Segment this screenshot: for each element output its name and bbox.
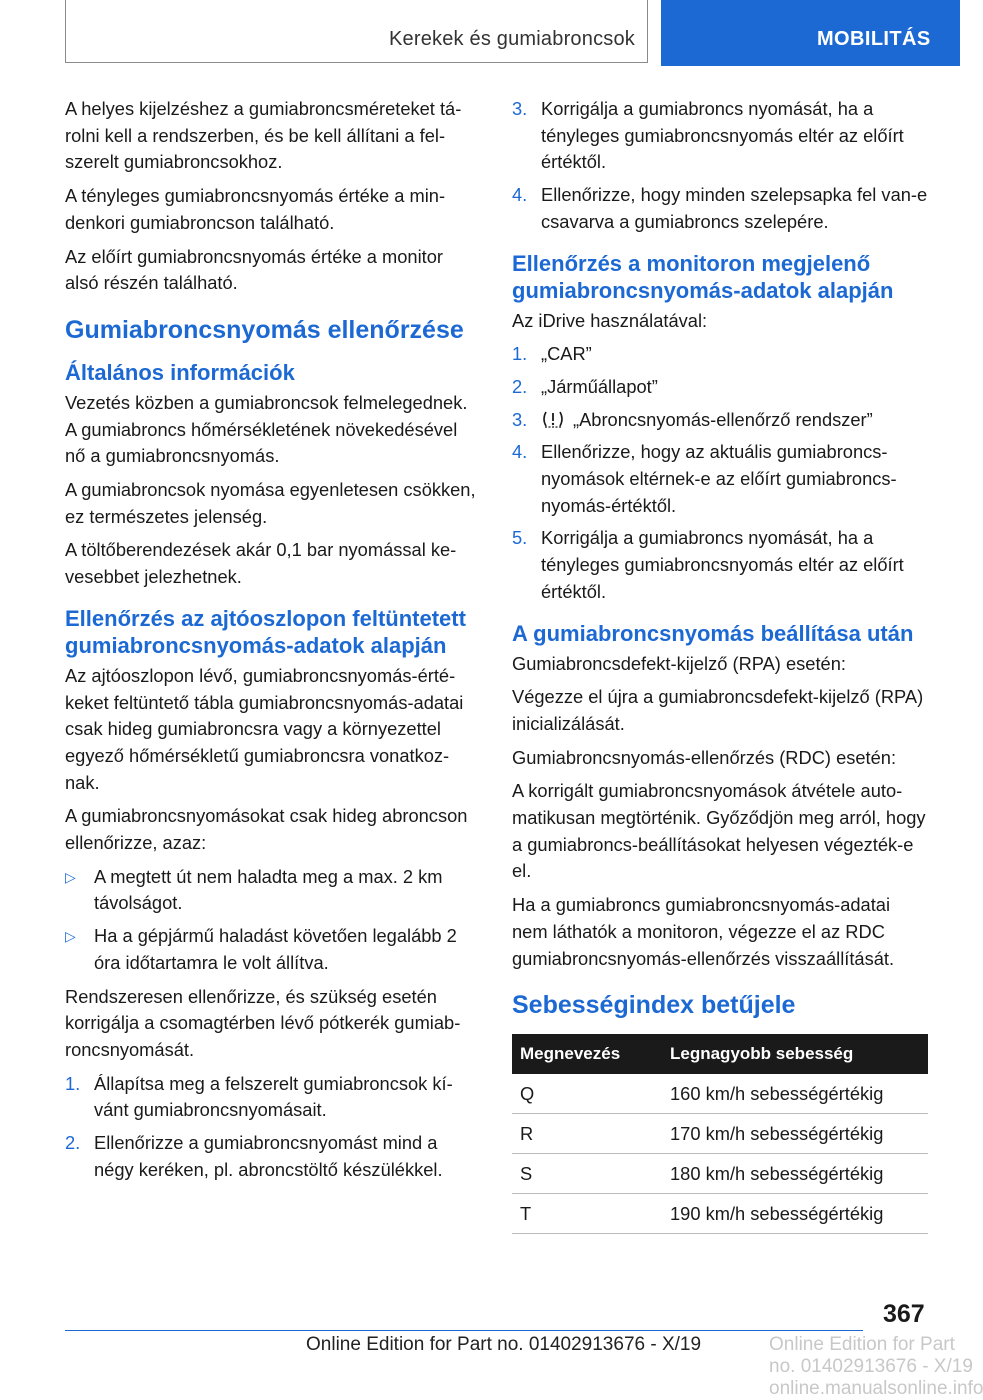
section-title: Kerekek és gumiabroncsok bbox=[388, 28, 635, 50]
step-list bbox=[65, 1071, 477, 1184]
triangle-bullet-icon: ▷ bbox=[65, 928, 76, 945]
step-text: Ellenőrizze a gumiabroncsnyomást mind a négy keréken, pl. abroncstöltő készülékkel. bbox=[94, 1132, 443, 1180]
table-row bbox=[512, 1114, 928, 1154]
step-text: „Járműállapot” bbox=[541, 375, 658, 397]
step-text: „Abroncsnyomás-ellenőrző rendszer” bbox=[573, 408, 873, 430]
table-cell: 170 km/h sebességértékig bbox=[662, 1114, 928, 1154]
paragraph: Gumiabroncsnyomás-ellenőrzés (RDC) esetén: bbox=[512, 746, 897, 768]
page-header bbox=[0, 0, 960, 66]
triangle-bullet-icon: ▷ bbox=[65, 868, 76, 885]
list-item bbox=[65, 1071, 477, 1124]
list-item bbox=[512, 182, 928, 235]
list-item bbox=[65, 923, 477, 976]
table-row bbox=[512, 1194, 928, 1234]
table-cell: T bbox=[512, 1194, 662, 1234]
paragraph: Az ajtóoszlopon lévő, gumiabroncsnyomás-értékeket feltüntető tábla gumiabroncsnyomás-adatai csak hideg gumiabroncsra vagy a környezettel egyező hőmérsékletű gumiabroncsra vonatkoznak. bbox=[65, 664, 464, 793]
list-item bbox=[65, 864, 477, 917]
paragraph: Vezetés közben a gumiabroncsok felmelegednek. A gumiabroncs hőmérsékletének növekedésével nő a gumiabroncsnyomás. bbox=[65, 391, 468, 467]
footer-divider bbox=[65, 1330, 863, 1331]
column-header: Legnagyobb sebesség bbox=[662, 1034, 928, 1074]
subsection-heading: Általános információk bbox=[65, 359, 295, 385]
list-item bbox=[512, 341, 928, 368]
table-cell: R bbox=[512, 1114, 662, 1154]
list-item bbox=[512, 374, 928, 401]
list-item bbox=[512, 407, 928, 434]
step-number: 5. bbox=[512, 527, 528, 549]
step-list bbox=[512, 96, 928, 236]
step-number: 1. bbox=[65, 1072, 81, 1094]
step-list bbox=[512, 341, 928, 605]
chapter-tab[interactable] bbox=[661, 0, 960, 66]
paragraph: Az iDrive használatával: bbox=[512, 309, 708, 331]
paragraph: A gumiabroncsok nyomása egyenletesen csökken, ez természetes jelenség. bbox=[65, 479, 476, 527]
list-item-text: Ha a gépjármű haladást követően legalább 2 óra időtartamra le volt állítva. bbox=[94, 925, 457, 973]
step-number: 2. bbox=[512, 375, 528, 397]
step-number: 4. bbox=[512, 441, 528, 463]
chapter-tab-label: MOBILITÁS bbox=[817, 28, 931, 50]
edition-footer: Online Edition for Part no. 01402913676 - X/19 bbox=[306, 1334, 702, 1355]
step-number: 1. bbox=[512, 343, 528, 365]
column-header: Megnevezés bbox=[512, 1034, 662, 1074]
step-text: Ellenőrizze, hogy minden szelepsapka fel van-e csavarva a gumiabroncs szelepére. bbox=[541, 184, 928, 232]
subsection-heading: A gumiabroncsnyomás beállítása után bbox=[512, 620, 914, 646]
step-text: Korrigálja a gumiabroncs nyomását, ha a tényleges gumiabroncsnyomás eltér az előírt értéktől. bbox=[541, 527, 904, 602]
table-cell: Q bbox=[512, 1074, 662, 1114]
paragraph: Ha a gumiabroncs gumiabroncsnyomás-adatai nem láthatók a monitoron, végezze el az RDC gumiabroncsnyomás-ellenőrzés visszaállítását. bbox=[512, 894, 895, 969]
paragraph: A korrigált gumiabroncsnyomások átvétele automatikusan megtörténik. Győződjön meg arról, hogy a gumiabroncs-beállításokat helyesen végezték-e el. bbox=[512, 780, 926, 882]
list-item bbox=[512, 525, 928, 605]
page-number: 367 bbox=[883, 1300, 925, 1328]
step-text: „CAR” bbox=[541, 343, 592, 365]
step-text: Korrigálja a gumiabroncs nyomását, ha a tényleges gumiabroncsnyomás eltér az előírt értéktől. bbox=[541, 98, 904, 173]
subsection-heading: Ellenőrzés a monitoron megjelenő gumiabroncsnyomás-adatok alapján bbox=[512, 250, 894, 303]
left-column bbox=[65, 96, 477, 1191]
table-cell: S bbox=[512, 1154, 662, 1194]
list-item bbox=[512, 439, 928, 519]
paragraph: Az előírt gumiabroncsnyomás értéke a monitor alsó részén található. bbox=[65, 245, 443, 294]
speed-index-table bbox=[512, 1034, 928, 1234]
subsection-heading: Ellenőrzés az ajtóoszlopon feltüntetett gumiabroncsnyomás-adatok alapján bbox=[65, 605, 466, 658]
step-number: 4. bbox=[512, 184, 528, 206]
right-column bbox=[512, 96, 928, 1234]
step-number: 3. bbox=[512, 408, 528, 430]
tire-pressure-icon bbox=[541, 409, 565, 429]
table-row bbox=[512, 1154, 928, 1194]
step-number: 2. bbox=[65, 1132, 81, 1154]
step-text: Állapítsa meg a felszerelt gumiabroncsok kívánt gumiabroncsnyomásait. bbox=[94, 1072, 453, 1121]
table-cell: 160 km/h sebességértékig bbox=[662, 1074, 928, 1114]
bullet-list bbox=[65, 864, 477, 977]
table-header-row bbox=[512, 1034, 928, 1074]
paragraph: A töltőberendezések akár 0,1 bar nyomással kevesebbet jelezhetnek. bbox=[65, 539, 457, 588]
section-title-box bbox=[65, 0, 648, 63]
section-heading: Gumiabroncsnyomás ellenőrzése bbox=[65, 315, 464, 344]
table-cell: 190 km/h sebességértékig bbox=[662, 1194, 928, 1234]
step-text: Ellenőrizze, hogy az aktuális gumiabroncsnyomások eltérnek-e az előírt gumiabroncsnyomás-értéktől. bbox=[541, 441, 897, 516]
list-item bbox=[512, 96, 928, 176]
paragraph: Rendszeresen ellenőrizze, és szükség esetén korrigálja a csomagtérben lévő pótkerék gumiabroncsnyomását. bbox=[65, 985, 461, 1060]
section-heading: Sebességindex betűjele bbox=[512, 991, 796, 1020]
paragraph: Gumiabroncsdefekt-kijelző (RPA) esetén: bbox=[512, 652, 846, 674]
watermark: Online Edition for Part no. 01402913676 - X/19 online.manualsonline.info bbox=[769, 1334, 983, 1399]
list-item bbox=[65, 1130, 477, 1183]
list-item-text: A megtett út nem haladta meg a max. 2 km távolságot. bbox=[94, 865, 443, 914]
paragraph: A helyes kijelzéshez a gumiabroncsméreteket tárolni kell a rendszerben, és be kell állítani a felszerelt gumiabroncsokhoz. bbox=[65, 98, 462, 173]
table-cell: 180 km/h sebességértékig bbox=[662, 1154, 928, 1194]
paragraph: A tényleges gumiabroncsnyomás értéke a mindenkori gumiabroncson található. bbox=[65, 185, 446, 233]
step-number: 3. bbox=[512, 98, 528, 119]
paragraph: A gumiabroncsnyomásokat csak hideg abroncson ellenőrizze, azaz: bbox=[65, 805, 468, 854]
paragraph: Végezze el újra a gumiabroncsdefekt-kijelző (RPA) inicializálását. bbox=[512, 686, 924, 734]
table-row bbox=[512, 1074, 928, 1114]
